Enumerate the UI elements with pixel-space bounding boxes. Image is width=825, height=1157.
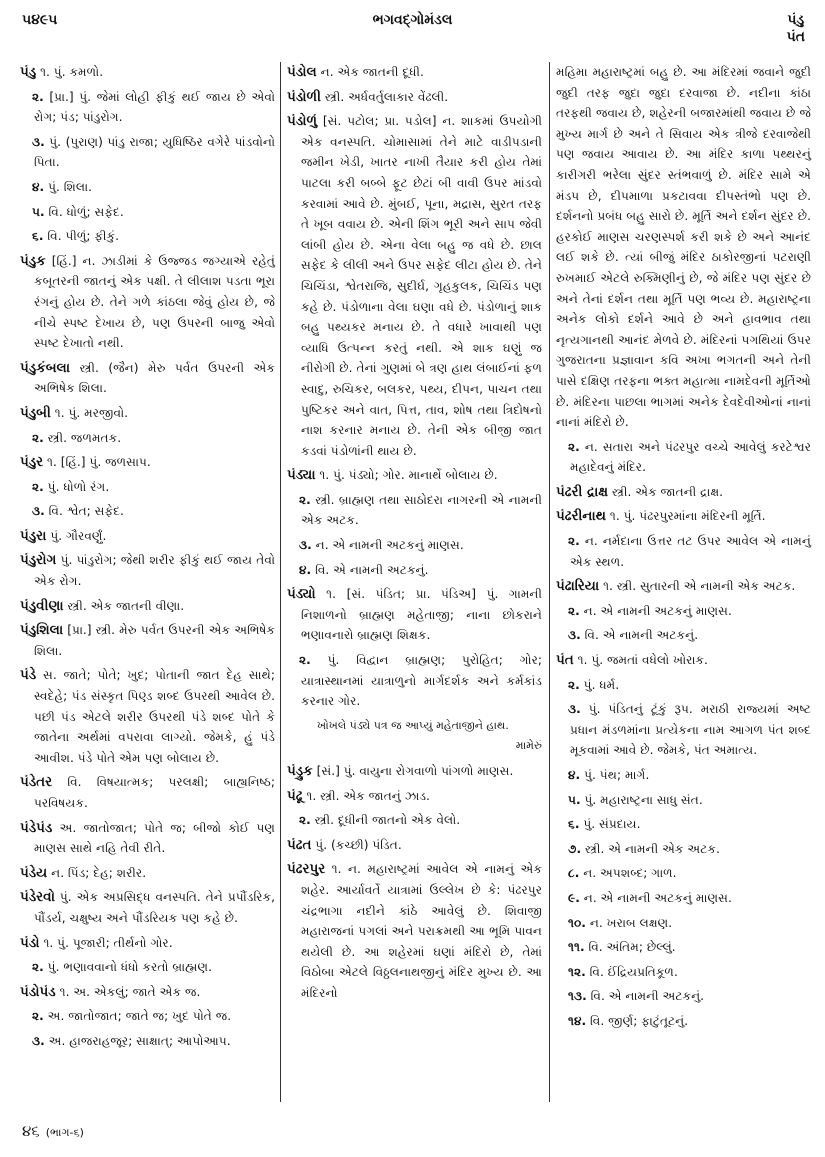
- sense-entry: [556, 765, 811, 786]
- sense-entry: [556, 790, 811, 811]
- headword: પંડ્રુક: [287, 763, 313, 779]
- headword: પંઢરી દ્રાક્ષ: [556, 483, 609, 500]
- headword: પંઢત: [287, 836, 312, 853]
- dictionary-entry: [20, 358, 275, 399]
- sense-entry: [287, 560, 542, 581]
- definition-text: ૧. પું. કમળો.: [40, 65, 104, 79]
- definition-text: સ્ત્રી. (જૈન) મેરુ પર્વત ઉપરની એક અભિષેક શિલા.: [34, 360, 275, 396]
- sense-number: ૧૨.: [568, 964, 586, 979]
- sense-number: ૩.: [32, 504, 45, 519]
- sense-number: ૩.: [568, 628, 581, 643]
- sense-number: ૨.: [32, 1009, 44, 1024]
- headword: પંડોપંડ: [20, 983, 56, 1000]
- headword: પંડુબી: [20, 404, 51, 421]
- headword: પંડુક: [20, 252, 46, 269]
- definition-text: વિ. પીળું; ફીકું.: [47, 229, 119, 244]
- definition-text: વિ. જીર્ણ; ફાટુંતૂટનું.: [590, 1013, 689, 1028]
- definition-text: ન. અપશબ્દ; ગાળ.: [583, 866, 677, 881]
- sense-number: ૫.: [32, 204, 45, 219]
- definition-text: સ્ત્રી. બ્રાહ્મણ તથા સાઠોદરા નાગરની એ નામની એક અટક.: [301, 492, 543, 528]
- sense-number: ૨.: [299, 492, 311, 507]
- definition-text: ૧. પું. પંઢરપુરમાંના મંદિરની મૂર્તિ.: [609, 509, 766, 524]
- dictionary-entry: [556, 576, 811, 597]
- sense-number: ૨.: [568, 603, 580, 618]
- definition-text: વિ. ઈંદ્રિયપ્રતિકૂળ.: [589, 964, 678, 979]
- sense-number: ૩.: [299, 538, 312, 553]
- headword: પંડુ: [20, 64, 37, 80]
- page-footer: [22, 1122, 84, 1140]
- sense-number: ૨.: [568, 439, 580, 454]
- headword: પંઢારિયા: [556, 578, 600, 595]
- quotation: [287, 716, 542, 757]
- definition-text: પું. પંડિતનું ટૂંકું રૂપ. મરાઠી રાજ્યમાં અષ્ટ પ્રધાન મંડળમાંના પ્રત્યેકના નામ આગળ પંત શબ્દ મૂકવામાં આવે છે. જેમકે, પંત અમાત્ય.: [570, 702, 811, 758]
- sense-entry: [556, 986, 811, 1007]
- guide-words: [787, 12, 805, 46]
- definition-text: પું. ગૌરવર્ણું.: [50, 528, 107, 543]
- sense-entry: [556, 962, 811, 983]
- definition-text: ૧. પું. જમતાં વધેલો ખોરાક.: [577, 653, 708, 668]
- dictionary-entry: [20, 550, 275, 591]
- definition-text: ન. ખરાબ લક્ષણ.: [589, 915, 673, 930]
- dictionary-entry: [20, 620, 275, 661]
- headword: પંત: [556, 652, 574, 669]
- definition-text: સ્ત્રી. એક જાતની દ્રાક્ષ.: [611, 484, 724, 499]
- sense-entry: [556, 814, 811, 835]
- definition-text: પું. વિદ્વાન બ્રાહ્મણ; પુરોહિત; ગોર; યાત્રાસ્થાનમાં યાત્રાળુનો માર્ગદર્શક અને કર્મકાંડ કરનાર ગોર.: [301, 653, 543, 709]
- headword: પંડોળી: [287, 88, 321, 105]
- dictionary-entry: [20, 452, 275, 473]
- sense-entry: [556, 531, 811, 572]
- definition-text: પું. (પુરાણ) પાંડુ રાજા; યુધિષ્ઠિર વગેરે પાંડવોનો પિતા.: [34, 134, 275, 170]
- definition-text: વિ. એ નામની અટકનું.: [590, 989, 705, 1004]
- definition-text: વિ. ધોળું; સફેદ.: [48, 204, 124, 219]
- entry-continuation: [556, 62, 811, 433]
- dictionary-entry: [556, 650, 811, 671]
- quote-source: મામેરું: [515, 739, 542, 753]
- sense-entry: [556, 437, 811, 478]
- sense-number: ૧૪.: [568, 1013, 587, 1028]
- sense-number: ૨.: [299, 653, 311, 668]
- sense-number: ૨.: [299, 813, 311, 828]
- sense-entry: [556, 888, 811, 909]
- dictionary-entry: [20, 863, 275, 884]
- sense-entry: [287, 490, 542, 531]
- dictionary-entry: [287, 111, 542, 461]
- sense-entry: [556, 601, 811, 622]
- dictionary-entry: [20, 887, 275, 928]
- sense-entry: [556, 913, 811, 934]
- definition-text: પું. પંથ; માર્ગ.: [584, 768, 650, 782]
- dictionary-entry: [287, 761, 542, 782]
- definition-text: સ્ત્રી. જળમતક.: [47, 430, 122, 445]
- sense-entry: [20, 177, 275, 198]
- sense-number: ૧૧.: [568, 940, 585, 955]
- dictionary-entry: [20, 818, 275, 859]
- definition-text: પું. સંપ્રદાય.: [583, 817, 641, 832]
- sense-number: ૨.: [568, 534, 580, 549]
- sense-number: ૨.: [32, 479, 44, 494]
- sense-number: ૨.: [32, 89, 44, 104]
- definition-text: ૧. પું. પંડ્યો; ગોર. માનાર્થે બોલાય છે.: [319, 468, 498, 483]
- sense-number: ૬.: [568, 817, 580, 832]
- sense-number: ૨.: [32, 430, 44, 445]
- headword: પંડુરોગ: [20, 552, 57, 569]
- definition-text: ૧. [હિં.] પું. જળસાપ.: [47, 455, 151, 470]
- definition-text: ન. એક જાતની દૂધી.: [320, 65, 424, 79]
- dictionary-entry: [20, 62, 275, 83]
- headword: પંઢૂ: [287, 787, 303, 804]
- headword: પંઢરપુર: [287, 861, 326, 878]
- dictionary-entry: [556, 482, 811, 503]
- definition-text: ૧. સ્ત્રી. સુતારની એ નામની એક અટક.: [603, 579, 796, 594]
- dictionary-entry: [20, 772, 275, 813]
- sense-number: ૬.: [32, 229, 44, 244]
- sense-entry: [20, 477, 275, 498]
- headword: પંડેય: [20, 864, 48, 881]
- definition-text: [સં.] પું. વાયુના રોગવાળો પાંગળો માણસ.: [316, 764, 514, 778]
- definition-text: વિ. અંતિમ; છેલ્લું.: [588, 940, 676, 955]
- definition-text: ૧. પું. મરજીવો.: [54, 405, 129, 420]
- definition-text: વિ. એ નામની અટકનું.: [584, 628, 699, 643]
- definition-text: પું. પાંડુરોગ; જેથી શરીર ફીકું થઈ જાય તેવો એક રોગ.: [34, 553, 276, 589]
- definition-text: વિ. શ્વેત; સફેદ.: [48, 504, 124, 519]
- definition-text: ૧. ન. મહારાષ્ટ્રમાં આવેલ એ નામનું એક શહેર. આર્યાવર્તે યાત્રામાં ઉલ્લેખ છે કે: પંઢરપુર ચંદ્રભાગા નદીને કાંઠે આવેલું છે. શિવાજી મહારાજનાં પગલાં અને પરાક્રમથી આ ભૂમિ પાવન થયેલી છે. આ શહેરમાં ઘણાં મંદિરો છે, તેમાં વિઠોબા એટલે વિઠ્ઠલનાથજીનું મંદિર મુખ્ય છે. આ મંદિરનો: [301, 862, 542, 1000]
- definition-text: પું. (કચ્છી) પંડિત.: [315, 837, 402, 852]
- definition-text: ૧. [સં. પંડિત; પ્રા. પંડિઅ] પું. ગામની નિશાળનો બ્રાહ્મણ મહેતાજી; નાના છોકરાને ભણાવનારો બ્રાહ્મણ શિક્ષક.: [301, 587, 542, 643]
- sense-number: ૪.: [568, 768, 581, 782]
- definition-text: ન. સતારા અને પંઢરપુર વચ્ચે આવેલું કરટેશ્વર મહાદેવનું મંદિર.: [570, 439, 811, 475]
- definition-text: મહિમા મહારાષ્ટ્રમાં બહુ છે. આ મંદિરમાં જવાને જુદી જુદી તરફ જુદા જુદા દરવાજા છે. નદીના કાંઠા તરફથી જવાય છે, શહેરની બજારમાંથી જવાય છે જે મુખ્ય માર્ગ છે અને તે સિવાય એક ત્રીજે દરવાજેથી પણ જવાય આવાય છે. આ મંદિર કાળા પથ્થરનું કારીગરી ભરેલા સુંદર સ્તંભવાળું છે. મંદિર સામે એ મંડપ છે, દીપમાળા પ્રકટાવવા દીપસ્તંભો પણ છે. દર્શનનો પ્રબંધ બહુ સારો છે. મૂર્તિ અને દર્શન સુંદર છે. હરકોઈ માણસ ચરણસ્પર્શ કરી શકે છે અને આનંદ લઈ શકે છે. ત્યાં બીજું મંદિર ઠાકોરજીનાં પટરાણી રુખમાઈ એટલે રુક્મિણીનું છે, જે મંદિર પણ સુંદર છે અને તેનાં દર્શન તથા મૂર્તિ પણ ભવ્ય છે. મહારાષ્ટ્રના અનેક લોકો દર્શને આવે છે અને હાવભાવ તથા નૃત્યગાનથી આનંદ મેળવે છે. મંદિરનાં પગથિયાં ઉપર ગુજરાતના પ્રજ્ઞાવાન કવિ અખા ભગતની અને તેની પાસે દક્ષિણ તરફના ભક્ત મહાત્મા નામદેવની મૂર્તિઓ છે. મંદિરના પાછલા ભાગમાં અનેક દેવદેવીઓનાં નાનાં નાનાં મંદિરો છે.: [556, 65, 811, 430]
- guide-word-last: પંત: [786, 29, 805, 45]
- sense-number: ૩.: [32, 134, 45, 149]
- definition-text: પું. ધર્મ.: [583, 677, 620, 692]
- sense-entry: [20, 87, 275, 128]
- dictionary-entry: [20, 982, 275, 1003]
- dictionary-entry: [287, 465, 542, 486]
- folio-number: ૪૬: [22, 1122, 40, 1140]
- sense-entry: [556, 937, 811, 958]
- definition-text: [પ્રા.] પું. જેમાં લોહી ફીકું થઈ જાય છે એવો રોગ; પંડ; પાંડુરોગ.: [34, 89, 276, 125]
- sense-entry: [556, 699, 811, 761]
- headword: પંડોળું: [287, 113, 318, 130]
- dictionary-entry: [20, 526, 275, 547]
- dictionary-entry: [287, 786, 542, 807]
- definition-text: ન. એ નામની અટકનું માણસ.: [583, 890, 732, 905]
- sense-entry: [556, 625, 811, 646]
- headword: પંડુરા: [20, 527, 47, 544]
- sense-entry: [556, 863, 811, 884]
- headword: પંડેરવો: [20, 889, 55, 906]
- sense-entry: [20, 202, 275, 223]
- definition-text: સ્ત્રી. દૂધીની જાતનો એક વેલો.: [314, 813, 461, 828]
- headword: પંઢરીનાથ: [556, 508, 607, 525]
- sense-entry: [20, 226, 275, 247]
- headword: પંડે: [20, 667, 37, 684]
- definition-text: ન. નર્મદાના ઉત્તર તટ ઉપર આવેલ એ નામનું એક સ્થળ.: [570, 534, 811, 569]
- headword: પંડો: [20, 934, 40, 951]
- definition-text: ૧. સ્ત્રી. એક જાતનું ઝાડ.: [306, 788, 430, 803]
- sense-number: ૨.: [568, 677, 580, 692]
- dictionary-entry: [287, 835, 542, 856]
- dictionary-entry: [287, 859, 542, 1003]
- headword: પંડ્યો: [287, 586, 316, 603]
- headword: પંડુકંબલા: [20, 359, 71, 376]
- dictionary-entry: [20, 251, 275, 354]
- definition-text: પું. મહારાષ્ટ્રના સાધુ સંત.: [584, 792, 703, 807]
- definition-text: ન. પિંડ; દેહ; શરીર.: [51, 865, 147, 880]
- page-header: [0, 12, 825, 52]
- dictionary-entry: [20, 403, 275, 424]
- dictionary-entry: [20, 665, 275, 768]
- definition-text: સ્ત્રી. અર્ધવર્તુલાકાર વેંઢલી.: [324, 89, 449, 104]
- headword: પંડુશિલા: [20, 622, 64, 639]
- sense-entry: [20, 1031, 275, 1052]
- guide-word-first: પંડુ: [787, 12, 805, 28]
- column-divider: [549, 62, 550, 1102]
- definition-text: સ્ત્રી. એક જાતની વીણા.: [67, 598, 185, 613]
- definition-text: અ. હાજરાહજૂર; સાક્ષાત્; આપોઆપ.: [48, 1033, 231, 1048]
- sense-number: ૩.: [568, 702, 581, 717]
- sense-entry: [287, 810, 542, 831]
- sense-entry: [20, 501, 275, 522]
- definition-text: ન. એ નામની અટકનું માણસ.: [583, 603, 732, 618]
- headword: પંડોલ: [287, 64, 317, 80]
- column-1: [20, 62, 275, 1056]
- sense-number: ૮.: [568, 866, 580, 881]
- sense-entry: [556, 1011, 811, 1032]
- dictionary-entry: [20, 596, 275, 617]
- sense-number: ૪.: [299, 562, 312, 577]
- definition-text: વિ. વિષયાત્મક; પરલક્ષી; બાહ્યનિષ્ઠ; પરવિષયક.: [34, 775, 275, 810]
- sense-entry: [556, 839, 811, 860]
- sense-number: ૯.: [568, 890, 580, 905]
- sense-number: ૧૩.: [568, 989, 587, 1004]
- page-number: ૫૪૯૫: [22, 12, 58, 28]
- definition-text: ૧. પું. પૂજારી; તીર્થનો ગોર.: [43, 935, 173, 950]
- definition-text: પું. ધોળો રંગ.: [47, 479, 110, 494]
- volume-label: (ભાગ-૬): [45, 1126, 84, 1139]
- definition-text: વિ. એ નામની અટકનું.: [315, 562, 429, 577]
- definition-text: ન. એ નામની અટકનું માણસ.: [315, 538, 464, 553]
- definition-text: અ. જાતોજાત; પોતે જ; બીજો કોઈ પણ માણસ સાથે નહિ તેવી રીતે.: [34, 820, 275, 856]
- sense-number: ૫.: [568, 792, 581, 807]
- sense-number: ૪.: [32, 179, 45, 194]
- definition-text: પું. ભણાવવાનો ધંધો કરતો બ્રાહ્મણ.: [47, 960, 212, 975]
- definition-text: અ. જાતોજાત; જાતે જ; ખુદ પોતે જ.: [47, 1009, 232, 1024]
- sense-entry: [287, 535, 542, 556]
- sense-number: ૧૦.: [568, 915, 586, 930]
- sense-number: ૩.: [32, 1033, 45, 1048]
- dictionary-entry: [287, 584, 542, 646]
- sense-entry: [20, 957, 275, 978]
- headword: પંડેપંડ: [20, 819, 53, 836]
- definition-text: [પ્રા.] સ્ત્રી. મેરુ પર્વત ઉપરની એક અભિષેક શિલા.: [34, 623, 275, 658]
- dictionary-entry: [20, 933, 275, 954]
- definition-text: સ્ત્રી. એ નામની એક અટક.: [584, 841, 720, 856]
- definition-text: [સં. પટોલ; પ્રા. પડોલ] ન. શાકમાં ઉપયોગી એક વનસ્પતિ. ચોમાસામાં તેને માટે વાડીપડાની જમીન ખેડી, ખાતર નાખી તૈયાર કરી હોય તેમાં પાટલા કરી બબ્બે ફૂટ છેટાં બી વાવી ઉપર માંડવો કરવામાં આવે છે. મુંબઈ, પૂના, મદ્રાસ, સુરત તરફ તે ખૂબ વવાય છે. એની શિંગ ભૂરી અને સાપ જેવી લાંબી હોય છે. એના વેલા બહુ જ વધે છે. છાલ સફેદ કે લીલી અને ઉપર સફેદ લીટા હોય છે. તેને ચિચિંડા, શ્વેતરાજિ, સુદીર્ઘ, ગૃહકુલક, ચિચિંડ પણ કહે છે. પંડોળાના વેલા ઘણા વધે છે. પંડોળાનું શાક બહુ પથ્યકર મનાય છે. તે વધારે ખાવાથી પણ વ્યાધિ ઉત્પન્ન કરતું નથી. એ શાક ઘણું જ નીરોગી છે. તેનાં ગુણમાં બે ત્રણ હાથ લંબાઈનાં ફળ સ્વાદુ, રુચિકર, બલકર, પથ્ય, દીપન, પાચન તથા પુષ્ટિકર અને વાત, પિત્ત, તાવ, શોષ તથા ત્રિદોષનો નાશ કરનાર મનાય છે. તેની એક બીજી જાત કડવાં પંડોળાંની થાય છે.: [301, 114, 543, 458]
- definition-text: પું. એક અપ્રસિદ્ધ વનસ્પતિ. તેને પ્રપૌંડરિક, પૌંડર્ય, ચક્ષુષ્ય અને પૌંડરિયક પણ કહે છે.: [34, 890, 275, 925]
- dictionary-entry: [287, 62, 542, 83]
- headword: પંડેતર: [20, 774, 53, 791]
- headword: પંડુર: [20, 454, 44, 471]
- dictionary-entry: [287, 87, 542, 108]
- column-3: [556, 62, 811, 1036]
- column-divider: [280, 62, 281, 1102]
- sense-number: ૨.: [32, 960, 44, 975]
- sense-entry: [20, 132, 275, 173]
- definition-text: ૧. અ. એકલું; જાતે એક જ.: [59, 984, 201, 999]
- sense-entry: [287, 650, 542, 712]
- definition-text: [હિં.] ન. ઝાડીમાં કે ઉજ્જડ જગ્યાએ રહેતું કબૂતરની જાતનું એક પક્ષી. તે લીલાશ પડતા ભૂરા રંગનું હોય છે. તેને ગળે કાંઠલા જેવું હોય છે, જે નીચે સ્પષ્ટ દેખાય છે, પણ ઉપરની બાજુ એવો સ્પષ્ટ દેખાતો નથી.: [34, 253, 275, 351]
- headword: પંડ્યા: [287, 467, 316, 484]
- definition-text: સ. જાતે; પોતે; ખુદ; પોતાની જાત દેહ સાથે; સ્વદેહે; પંડ સંસ્કૃત પિણ્ડ શબ્દ ઉપરથી આવેલ છે. પછી પંડ એટલે શરીર ઉપરથી પંડે શબ્દ પોતે કે જાતેના અર્થમાં વપરાવા લાગ્યો. જેમકે, હું પંડે આવીશ. પંડે પોતે એમ પણ બોલાય છે.: [34, 668, 276, 765]
- headword: પંડુવીણા: [20, 597, 64, 614]
- running-title: ભગવદ્ગોમંડલ: [372, 12, 453, 28]
- definition-text: પું. શિલા.: [48, 179, 92, 194]
- sense-entry: [20, 1006, 275, 1027]
- sense-entry: [556, 675, 811, 696]
- sense-entry: [20, 428, 275, 449]
- dictionary-entry: [556, 506, 811, 527]
- column-2: [287, 62, 542, 1008]
- sense-number: ૭.: [568, 841, 582, 856]
- quote-text: ખોખલે પંડ્યે પત્ર જ આપ્યું મહેતાજીને હાથ.: [317, 718, 509, 732]
